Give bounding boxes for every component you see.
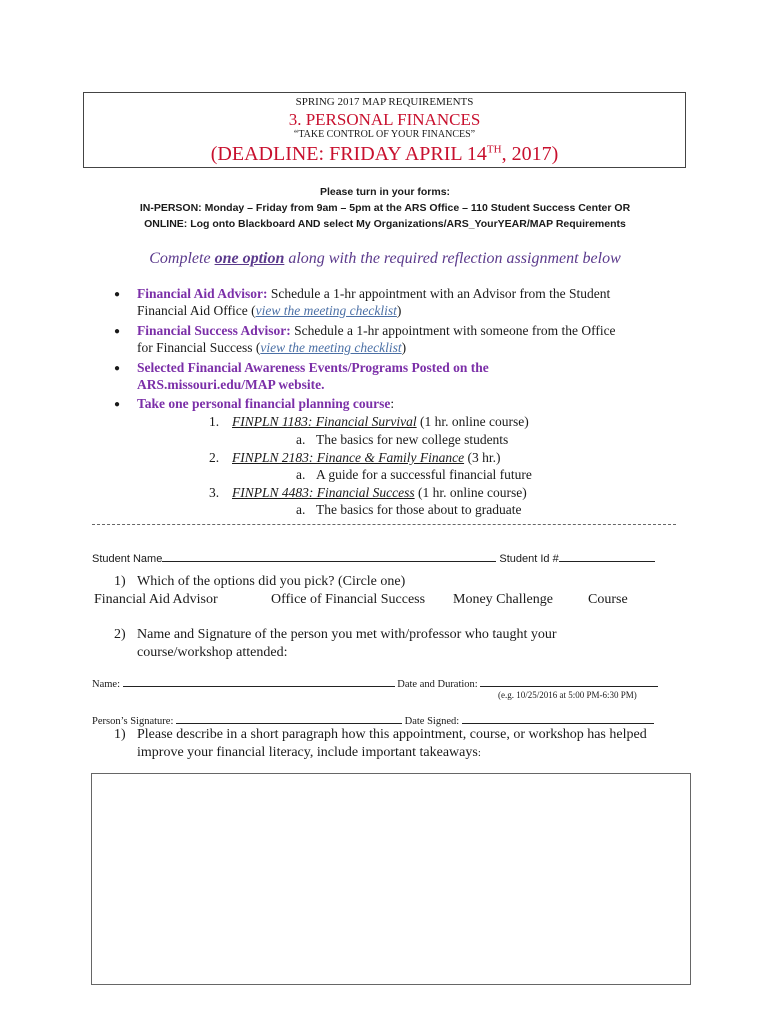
- option-label: Financial Aid Advisor:: [137, 286, 268, 301]
- course-number: 3.: [209, 485, 220, 500]
- option-events-cont: ARS.missouri.edu/MAP website.: [137, 377, 325, 392]
- date-example: (e.g. 10/25/2016 at 5:00 PM-6:30 PM): [498, 690, 637, 700]
- course-item: [232, 450, 692, 466]
- option-financial-aid-cont: [137, 303, 697, 319]
- course-item: [232, 414, 692, 430]
- option-text: :: [390, 396, 395, 411]
- deadline: [83, 143, 686, 166]
- bullet-icon: ●: [114, 363, 121, 374]
- option-text: Financial Aid Office (: [137, 303, 256, 318]
- option-text: for Financial Success (: [137, 340, 261, 355]
- choice-financial-aid-advisor[interactable]: Financial Aid Advisor: [94, 592, 218, 607]
- course-sub-letter: a.: [296, 502, 306, 517]
- student-info-row: [92, 550, 692, 565]
- reflection-answer-box[interactable]: [91, 773, 691, 985]
- question-name-signature-cont: course/workshop attended:: [137, 645, 288, 660]
- program-title: SPRING 2017 MAP REQUIREMENTS: [295, 96, 474, 108]
- bullet-icon: ●: [114, 289, 121, 300]
- meeting-checklist-link[interactable]: view the meeting checklist: [255, 303, 397, 318]
- name-date-row: [92, 675, 692, 690]
- option-text: ): [396, 303, 402, 318]
- choice-office-financial-success[interactable]: Office of Financial Success: [271, 592, 426, 607]
- option-course: [137, 396, 697, 412]
- course-name: FINPLN 2183: Finance & Family Finance: [232, 450, 465, 465]
- student-id-label: Student Id #: [499, 553, 559, 565]
- date-duration-label: Date and Duration:: [397, 679, 478, 690]
- name-label: Name:: [92, 679, 120, 690]
- date-duration-field[interactable]: [480, 675, 658, 687]
- option-financial-success-cont: [137, 340, 697, 356]
- choice-money-challenge[interactable]: Money Challenge: [453, 592, 553, 607]
- meeting-checklist-link[interactable]: view the meeting checklist: [260, 340, 402, 355]
- option-text: Schedule a 1-hr appointment with an Advisor from the Student: [267, 286, 611, 301]
- question-option-picked: Which of the options did you pick? (Circle one): [137, 574, 406, 589]
- bullet-icon: ●: [114, 399, 121, 410]
- option-events: Selected Financial Awareness Events/Programs Posted on the: [137, 360, 489, 375]
- course-sub-letter: a.: [296, 432, 306, 447]
- page-subtitle: “TAKE CONTROL OF YOUR FINANCES”: [293, 129, 476, 140]
- bullet-icon: ●: [114, 326, 121, 337]
- course-name: FINPLN 4483: Financial Success: [232, 485, 415, 500]
- cut-line: [92, 524, 676, 525]
- question-number: 1): [114, 574, 126, 589]
- instruction-pre: Complete: [149, 250, 215, 267]
- course-number: 1.: [209, 414, 220, 429]
- question-reflection-cont: [137, 745, 697, 761]
- choice-course[interactable]: Course: [588, 592, 628, 607]
- question-reflection: Please describe in a short paragraph how this appointment, course, or workshop has helped: [137, 727, 647, 742]
- date-signed-field[interactable]: [462, 712, 654, 724]
- instruction-post: along with the required reflection assignment below: [284, 250, 621, 267]
- turn-in-in-person: IN-PERSON: Monday – Friday from 9am – 5pm at the ARS Office – 110 Student Success Center OR: [139, 202, 631, 214]
- course-description: A guide for a successful financial future: [316, 467, 532, 482]
- option-label: Take one personal financial planning course: [137, 396, 391, 411]
- course-detail: (1 hr. online course): [416, 414, 529, 429]
- signature-field[interactable]: [176, 712, 402, 724]
- student-id-field[interactable]: [559, 550, 655, 562]
- course-item: [232, 485, 692, 501]
- option-text: Schedule a 1-hr appointment with someone from the Office: [290, 323, 616, 338]
- deadline-year: , 2017): [501, 143, 559, 165]
- student-name-field[interactable]: [162, 550, 496, 562]
- student-name-label: Student Name: [92, 553, 163, 565]
- date-signed-label: Date Signed:: [404, 716, 460, 727]
- instruction-emphasis: one option: [214, 250, 285, 267]
- course-description: The basics for new college students: [316, 432, 509, 447]
- option-text: ): [401, 340, 407, 355]
- course-detail: (3 hr.): [464, 450, 501, 465]
- deadline-text: (DEADLINE: FRIDAY APRIL 14: [210, 143, 487, 165]
- question-text: improve your financial literacy, include important takeaways: [137, 745, 478, 760]
- option-label: Financial Success Advisor:: [137, 323, 291, 338]
- question-number: 2): [114, 627, 126, 642]
- signature-label: Person’s Signature:: [92, 716, 174, 727]
- course-number: 2.: [209, 450, 220, 465]
- question-name-signature: Name and Signature of the person you met with/professor who taught your: [137, 627, 557, 642]
- question-number: 1): [114, 727, 126, 742]
- turn-in-heading: Please turn in your forms:: [319, 186, 451, 198]
- course-description: The basics for those about to graduate: [316, 502, 522, 517]
- option-financial-aid: [137, 286, 697, 302]
- course-sub-letter: a.: [296, 467, 306, 482]
- page-title: 3. PERSONAL FINANCES: [288, 110, 481, 129]
- option-financial-success: [137, 323, 697, 339]
- course-name: FINPLN 1183: Financial Survival: [232, 414, 417, 429]
- name-field[interactable]: [123, 675, 395, 687]
- instruction-heading: [40, 250, 730, 268]
- question-text: :: [477, 747, 481, 759]
- course-detail: (1 hr. online course): [414, 485, 527, 500]
- signature-row: [92, 712, 692, 727]
- turn-in-online: ONLINE: Log onto Blackboard AND select My Organizations/ARS_YourYEAR/MAP Requirements: [144, 218, 626, 230]
- deadline-sup: TH: [486, 143, 502, 156]
